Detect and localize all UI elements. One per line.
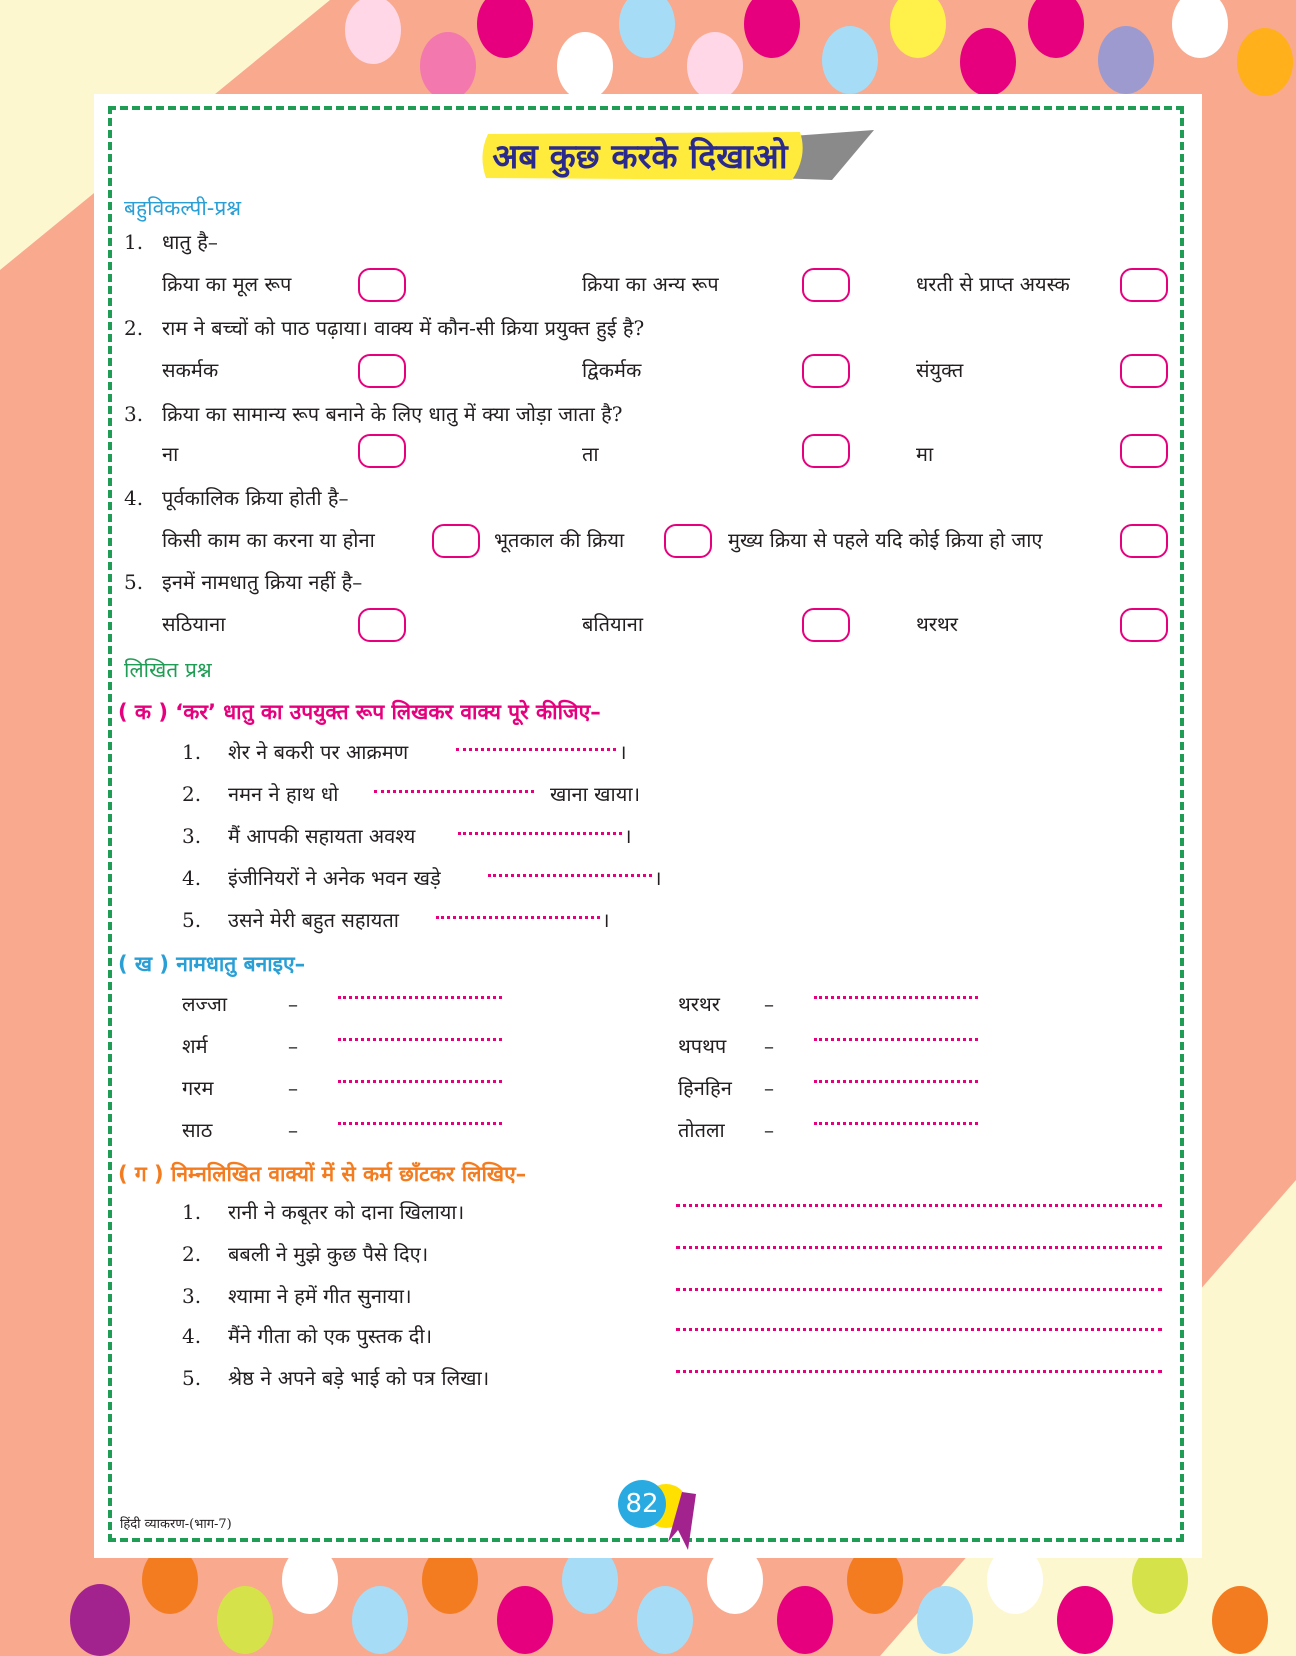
sentence-text: रानी ने कबूतर को दाना खिलाया।	[228, 1200, 465, 1224]
dash: –	[288, 992, 298, 1016]
item-number: 5.	[182, 908, 202, 932]
option-label: क्रिया का मूल रूप	[162, 272, 292, 296]
option-label: ता	[582, 442, 599, 466]
fill-blank[interactable]	[436, 916, 600, 919]
section-ga-heading: ( ग ) निम्नलिखित वाक्यों में से कर्म छाँटकर लिखिए–	[118, 1162, 527, 1186]
sentence-end: ।	[654, 866, 662, 890]
option-label: संयुक्त	[916, 358, 964, 382]
fill-blank[interactable]	[338, 1038, 502, 1041]
fill-blank[interactable]	[338, 1080, 502, 1083]
dash: –	[288, 1076, 298, 1100]
answer-checkbox[interactable]	[1120, 268, 1168, 302]
word-label: थरथर	[678, 992, 720, 1016]
dash: –	[764, 1076, 774, 1100]
answer-line[interactable]	[676, 1246, 1162, 1249]
option-label: सठियाना	[162, 612, 226, 636]
item-number: 1.	[182, 740, 202, 764]
written-heading: लिखित प्रश्न	[124, 658, 212, 682]
answer-checkbox[interactable]	[432, 524, 480, 558]
question-text: क्रिया का सामान्य रूप बनाने के लिए धातु में क्या जोड़ा जाता है?	[162, 402, 623, 426]
answer-checkbox[interactable]	[802, 608, 850, 642]
sentence-text: श्यामा ने हमें गीत सुनाया।	[228, 1284, 412, 1308]
word-label: साठ	[182, 1118, 213, 1142]
sentence-end: ।	[602, 908, 610, 932]
answer-checkbox[interactable]	[802, 434, 850, 468]
option-label: मा	[916, 442, 934, 466]
fill-blank[interactable]	[338, 1122, 502, 1125]
answer-checkbox[interactable]	[802, 268, 850, 302]
option-label: क्रिया का अन्य रूप	[582, 272, 719, 296]
top-polka-dots	[345, 0, 1293, 100]
section-kha-heading: ( ख ) नामधातु बनाइए–	[118, 952, 306, 976]
word-label: हिनहिन	[678, 1076, 732, 1100]
word-label: थपथप	[678, 1034, 727, 1058]
fill-blank[interactable]	[338, 996, 502, 999]
item-number: 3.	[182, 824, 202, 848]
sentence-end: ।	[619, 740, 627, 764]
option-label: सकर्मक	[162, 358, 219, 382]
item-number: 1.	[182, 1200, 202, 1224]
word-label: लज्जा	[182, 992, 228, 1016]
answer-checkbox[interactable]	[358, 434, 406, 468]
fill-blank[interactable]	[374, 790, 534, 793]
answer-checkbox[interactable]	[1120, 524, 1168, 558]
section-ka-heading: ( क ) ‘कर’ धातु का उपयुक्त रूप लिखकर वाक्य पूरे कीजिए–	[118, 700, 601, 724]
book-title-footer: हिंदी व्याकरण-(भाग-7)	[120, 1517, 232, 1532]
dash: –	[764, 992, 774, 1016]
page-title: अब कुछ करके दिखाओ	[492, 137, 788, 177]
answer-line[interactable]	[676, 1370, 1162, 1373]
word-label: शर्म	[182, 1034, 208, 1058]
fill-blank[interactable]	[458, 832, 622, 835]
mcq-heading: बहुविकल्पी-प्रश्न	[124, 196, 242, 220]
sentence-text: बबली ने मुझे कुछ पैसे दिए।	[228, 1242, 429, 1266]
dash: –	[288, 1034, 298, 1058]
option-label: किसी काम का करना या होना	[162, 528, 375, 552]
page-number-badge	[618, 1480, 718, 1552]
sentence-text: नमन ने हाथ धो	[228, 782, 339, 806]
answer-checkbox[interactable]	[358, 354, 406, 388]
fill-blank[interactable]	[456, 748, 616, 751]
question-number: 1.	[124, 230, 144, 254]
dash: –	[288, 1118, 298, 1142]
fill-blank[interactable]	[814, 1038, 978, 1041]
answer-line[interactable]	[676, 1204, 1162, 1207]
sentence-text: इंजीनियरों ने अनेक भवन खड़े	[228, 866, 441, 890]
answer-checkbox[interactable]	[358, 608, 406, 642]
sentence-end: खाना खाया।	[550, 782, 641, 806]
answer-checkbox[interactable]	[1120, 354, 1168, 388]
item-number: 4.	[182, 1324, 202, 1348]
answer-checkbox[interactable]	[1120, 434, 1168, 468]
sentence-end: ।	[624, 824, 632, 848]
option-label: ना	[162, 442, 179, 466]
answer-line[interactable]	[676, 1288, 1162, 1291]
answer-checkbox[interactable]	[358, 268, 406, 302]
answer-checkbox[interactable]	[1120, 608, 1168, 642]
dash: –	[764, 1118, 774, 1142]
fill-blank[interactable]	[814, 1122, 978, 1125]
fill-blank[interactable]	[814, 996, 978, 999]
sentence-text: श्रेष्ठ ने अपने बड़े भाई को पत्र लिखा।	[228, 1366, 490, 1390]
item-number: 3.	[182, 1284, 202, 1308]
word-label: गरम	[182, 1076, 214, 1100]
answer-line[interactable]	[676, 1328, 1162, 1331]
sentence-text: शेर ने बकरी पर आक्रमण	[228, 740, 409, 764]
item-number: 4.	[182, 866, 202, 890]
dash: –	[764, 1034, 774, 1058]
worksheet-page	[94, 94, 1202, 1558]
fill-blank[interactable]	[814, 1080, 978, 1083]
answer-checkbox[interactable]	[664, 524, 712, 558]
option-label: मुख्य क्रिया से पहले यदि कोई क्रिया हो जाए	[728, 528, 1043, 552]
question-text: इनमें नामधातु क्रिया नहीं है–	[162, 570, 363, 594]
question-text: पूर्वकालिक क्रिया होती है–	[162, 486, 349, 510]
sentence-text: मैं आपकी सहायता अवश्य	[228, 824, 416, 848]
sentence-text: उसने मेरी बहुत सहायता	[228, 908, 399, 932]
option-label: भूतकाल की क्रिया	[494, 528, 625, 552]
question-number: 3.	[124, 402, 144, 426]
option-label: बतियाना	[582, 612, 644, 636]
question-number: 2.	[124, 316, 144, 340]
fill-blank[interactable]	[488, 874, 652, 877]
question-number: 4.	[124, 486, 144, 510]
question-text: राम ने बच्चों को पाठ पढ़ाया। वाक्य में कौन-सी क्रिया प्रयुक्त हुई है?	[162, 316, 645, 340]
page-number: 82	[618, 1480, 666, 1528]
item-number: 2.	[182, 782, 202, 806]
title-banner	[474, 124, 874, 186]
question-text: धातु है–	[162, 230, 218, 254]
option-label: थरथर	[916, 612, 958, 636]
word-label: तोतला	[678, 1118, 725, 1142]
question-number: 5.	[124, 570, 144, 594]
sentence-text: मैंने गीता को एक पुस्तक दी।	[228, 1324, 433, 1348]
option-label: धरती से प्राप्त अयस्क	[916, 272, 1070, 296]
answer-checkbox[interactable]	[802, 354, 850, 388]
item-number: 5.	[182, 1366, 202, 1390]
item-number: 2.	[182, 1242, 202, 1266]
option-label: द्विकर्मक	[582, 358, 642, 382]
